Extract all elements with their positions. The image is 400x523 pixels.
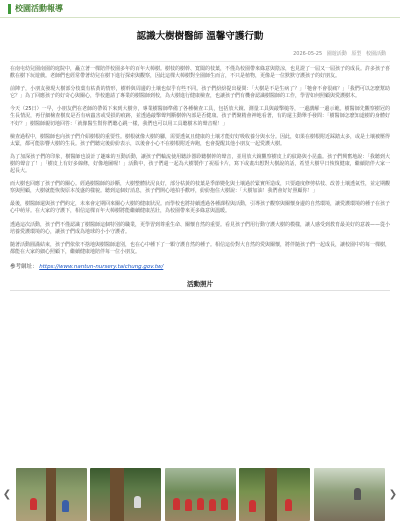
reference-line <box>10 262 390 270</box>
child-figure <box>285 499 292 511</box>
article-title: 認識大樹樹醫師 溫馨守護行動 <box>136 31 264 42</box>
photo-thumbnail[interactable] <box>16 468 87 521</box>
article-view-label[interactable]: 原型 <box>351 51 362 57</box>
paragraph: 透過這次活動，孩子們不僅認識了樹醫師這個特別的職業，更學習到尊重生命、關懷自然的重要。看見孩子們用行動守護大樹的模樣，讓人感受到教育最美好的意義——從小培養愛護環境的心，讓孩子們成為地球的小小守護者。 <box>10 221 391 235</box>
child-figure <box>30 498 37 510</box>
paragraph: 為了加深孩子們的印象，樹醫師也設計了趣味的互動活動，讓孩子們輪流使用聽診器聆聽樹幹的聲音，並用放大鏡觀察樹皮上的紋路與小昆蟲。孩子們興奮地說：「我聽到大樹的聲音了！」「樹皮上有好多線條，好像地圖喔！」活動中，孩子們還一起為大樹製作了祝福卡片，寫下或畫出想對大樹說的話，希望大樹早日恢復健康，繼續陪伴大家一起長大。 <box>10 153 390 175</box>
paragraph: 而大樹也回應了孩子們的關心。經過樹醫師的診斷，大樹整體狀況良好，部分枯黃的枝葉是季節變化與土壤過於緊實所造成，只要適度修剪枯枝、改善土壤透氣性，並定期觀察與照顧，大樹就能恢復原本茂盛的樣貌。聽到這個好消息，孩子們開心地拍手歡呼，紛紛抱住大樹說：「大樹加油！我們會好好照顧你！」 <box>10 181 391 195</box>
paragraph: 最後，樹醫師還與孩子們約定，未來會定期回來關心大樹的健康狀況。而學校也將持續透過各種課程與活動，引導孩子觀察與關懷身邊的自然環境，讓愛護環境的種子在孩子心中萌芽。在大家的守護下，相信這棵百年大樟樹將能繼續健康茁壯，為校園帶來更多綠意與溫暖。 <box>10 201 391 215</box>
paragraph: 前陣子，小朋友發現大樹部分枝葉有枯黃的情形，樹幹與周邊的土壤也似乎有些不同。孩子們紛紛提出疑問：「大樹是不是生病了？」「牠會不會很痛？」「我們可以怎麼幫助它？」為了回應孩子的好奇心與關心，學校邀請了專業的樹醫師到校，為大樹進行健康檢查，也讓孩子們有機會認識樹醫師的工作，學習如何照顧與愛護樹木。 <box>10 86 390 100</box>
child-figure <box>221 498 228 510</box>
photo-thumbnail[interactable] <box>239 468 310 521</box>
child-figure <box>197 498 204 510</box>
child-figure <box>209 499 216 511</box>
tree-trunk <box>46 468 56 521</box>
photo-thumbnail[interactable] <box>90 468 161 521</box>
paragraph: 檢查過程中，樹醫師也向孩子們介紹樹根的重要性。樹根就像大樹的腳，需要透氣且健康的土壤才能好好吸收養分與水分。因此，如果在樹根附近踩踏太多，或是土壤被壓得太緊，都可能影響大樹的生長。孩子們聽完後紛紛表示，以後會小心不在樹根附近奔跑，也會提醒其他小朋友一起愛護大樹。 <box>10 133 391 147</box>
paragraph: 在南屯幼兒園南園的庭院中，矗立著一棵陪伴校園多年的百年大樟樹。樹枝的樹幹、寬闊的枝葉，不僅為校園帶來綠意與陰涼，也見證了一屆又一屆孩子的成長。許多孩子喜歡在樹下玩遊戲。老師們也經常帶著幼兒在樹下進行探索與觀察，因此這棵大樟樹對全園師生而言，不只是植物，更像是一位默默守護孩子的好朋友。 <box>10 66 391 80</box>
article-extra-tag[interactable]: 校園活動 <box>365 51 386 57</box>
chevron-left-icon[interactable]: ❮ <box>2 489 12 500</box>
reference-link[interactable]: https://www.nantun-nursery.taichung.gov.tw/ <box>39 263 164 270</box>
child-figure <box>173 498 180 510</box>
photo-thumbnail[interactable] <box>165 468 236 521</box>
photo-thumbnail[interactable] <box>314 468 385 521</box>
child-figure <box>249 500 256 512</box>
section-header <box>0 0 400 18</box>
article-content <box>0 62 400 270</box>
article-date: 2026-05-25 <box>293 51 323 57</box>
chevron-right-icon[interactable]: ❯ <box>388 489 398 500</box>
paragraph: 今天（25日）一早，小朋友們在老師的帶領下來到大樹旁，專業樹醫師準備了各種檢查工具，包括放大鏡、測量工具與敲擊槌等，一邊講解一邊示範。樹醫師先觀察樹冠的生長情況，再仔細檢查樹皮是否有病蟲害或受損的痕跡，並透過敲擊聲判斷樹幹內部是否健康。孩子們聚精會神地看著，有的還主動舉手發問：「樹醫師怎麼知道樹的身體好不好？」樹醫師親切地回答：「就像醫生幫你們聽心跳一樣，我們也可以用工具聽樹木的聲音喔！」 <box>10 106 390 127</box>
photos-divider <box>10 290 390 291</box>
photos-section-title: 活動照片 <box>187 279 213 288</box>
photo-gallery <box>0 466 400 523</box>
header-accent-bar <box>8 4 11 14</box>
paragraph: 隨著活動圓滿結束，孩子們依依不捨地與樹醫師道別，也在心中種下了一顆守護自然的種子。相信這份對大自然的愛與關懷，將伴隨孩子們一起成長，讓校園中的每一棵樹，都能在大家的細心照顧下，繼續健康地陪伴每一位小朋友。 <box>10 241 391 255</box>
tree-trunk <box>110 468 124 521</box>
child-figure <box>185 499 192 511</box>
section-title: 校園活動報導 <box>15 4 63 13</box>
tree-trunk <box>265 468 277 521</box>
child-figure <box>134 496 141 508</box>
reference-label: 參考網址： <box>10 263 38 270</box>
child-figure <box>354 488 361 500</box>
article-category[interactable]: 園遊活動 <box>326 51 347 57</box>
article-meta <box>0 50 400 57</box>
child-figure <box>62 500 69 512</box>
